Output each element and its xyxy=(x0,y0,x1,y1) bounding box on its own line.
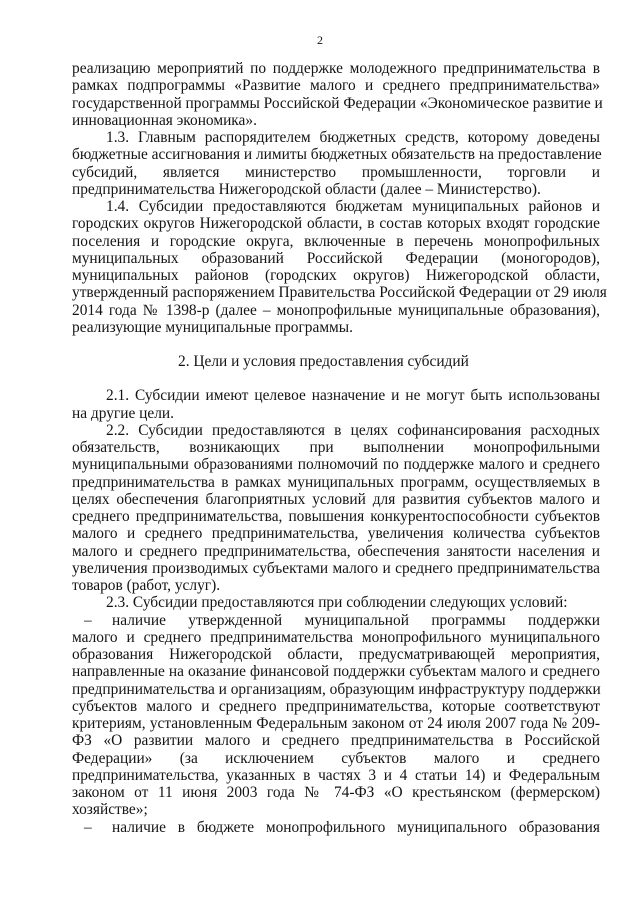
clause-2-1-line: 2.1. Субсидии имеют целевое назначение и не могут быть использованы xyxy=(106,387,600,405)
clause-1-4-line: утвержденный распоряжением Правительства Российской Федерации от 29 июля xyxy=(72,284,607,302)
bullet-1-line: образования Нижегородской области, предусматривающей мероприятия, xyxy=(72,646,600,663)
clause-1-4-line: 2014 года № 1398-р (далее – монопрофильные муниципальные образования), xyxy=(72,301,600,319)
bullet-1-line: ФЗ «О развитии малого и среднего предпринимательства в Российской xyxy=(72,732,600,750)
clause-1-3-line: предпринимательства Нижегородской области (далее – Министерство). xyxy=(72,180,541,198)
bullet-1-line: субъектов малого и среднего предпринимательства, которые соответствуют xyxy=(72,697,600,715)
bullet-1-line: предпринимательства, указанных в частях 3 и 4 статьи 14) и Федеральным xyxy=(72,766,600,784)
clause-2-2-line: обязательств, возникающих при выполнении монопрофильными xyxy=(72,439,600,456)
clause-1-4-line: 1.4. Субсидии предоставляются бюджетам муниципальных районов и xyxy=(106,198,600,215)
clause-1-3-line: бюджетные ассигнования и лимиты бюджетных обязательств на предоставление xyxy=(72,146,602,164)
clause-2-1-line: на другие цели. xyxy=(72,404,174,422)
dash-marker: – xyxy=(84,818,92,836)
clause-1-4-line: поселения и городские округа, включенные в перечень монопрофильных xyxy=(72,232,600,250)
bullet-1-text: наличие утвержденной муниципальной программы поддержки xyxy=(112,611,600,629)
paragraph-line: рамках подпрограммы «Развитие малого и среднего предпринимательства» xyxy=(72,77,600,95)
dash-marker: – xyxy=(84,611,92,629)
bullet-1-line: направленные на оказание финансовой поддержки субъектам малого и среднего xyxy=(72,663,600,681)
clause-2-2-line: среднего предпринимательства, повышения конкурентоспособности субъектов xyxy=(72,508,600,525)
clause-2-2-line: малого и среднего предпринимательства, обеспечения занятости населения и xyxy=(72,542,600,560)
bullet-2-text: наличие в бюджете монопрофильного муниципального образования xyxy=(112,818,600,836)
bullet-1-line: предпринимательства и организациям, образующим инфраструктуру поддержки xyxy=(72,680,601,698)
clause-1-4-line: реализующие муниципальные программы. xyxy=(72,318,353,336)
paragraph-line: инновационная экономика». xyxy=(72,111,257,129)
clause-1-4-line: муниципальных районов (городских округов) Нижегородской области, xyxy=(72,267,600,284)
clause-1-3-line: 1.3. Главным распорядителем бюджетных средств, которому доведены xyxy=(106,129,600,146)
bullet-1-line: хозяйстве»; xyxy=(72,801,148,819)
bullet-1-line: Федерации» (за исключением субъектов малого и среднего xyxy=(72,749,600,767)
clause-1-4-line: муниципальных образований Российской Федерации (моногородов), xyxy=(72,249,600,267)
clause-2-2-line: муниципальными образованиями полномочий по поддержке малого и среднего xyxy=(72,456,600,474)
clause-2-2-line: целях обеспечения благоприятных условий для развития субъектов малого и xyxy=(72,490,600,508)
bullet-1-first-line xyxy=(72,612,600,629)
clause-2-2-line: увеличения производимых субъектами малого и среднего предпринимательства xyxy=(72,559,600,577)
bullet-1-line: малого и среднего предпринимательства монопрофильного муниципального xyxy=(72,628,600,646)
paragraph-line: государственной программы Российской Федерации «Экономическое развитие и xyxy=(72,94,603,112)
page-number: 2 xyxy=(317,33,323,47)
bullet-1-line: законом от 11 июня 2003 года № 74-ФЗ «О крестьянском (фермерском) xyxy=(72,784,600,801)
bullet-2-first-line xyxy=(72,819,600,836)
clause-2-2-line: товаров (работ, услуг). xyxy=(72,577,221,594)
clause-2-2-line: малого и среднего предпринимательства, увеличения количества субъектов xyxy=(72,525,600,543)
clause-2-2-line: 2.2. Субсидии предоставляются в целях софинансирования расходных xyxy=(106,421,600,439)
paragraph-line: реализацию мероприятий по поддержке молодежного предпринимательства в xyxy=(72,60,600,77)
clause-1-3-line: субсидий, является министерство промышленности, торговли и xyxy=(72,163,600,181)
clause-2-3-intro: 2.3. Субсидии предоставляются при соблюдении следующих условий: xyxy=(106,594,568,612)
section-2-heading: 2. Цели и условия предоставления субсидий xyxy=(178,353,469,370)
clause-2-2-line: предпринимательства в рамках муниципальных программ, осуществляемых в xyxy=(72,473,600,491)
document-body xyxy=(72,60,607,836)
bullet-1-line: критериям, установленным Федеральным законом от 24 июля 2007 года № 209- xyxy=(72,715,600,732)
clause-1-4-line: городских округов Нижегородской области, в состав которых входят городские xyxy=(72,215,600,233)
